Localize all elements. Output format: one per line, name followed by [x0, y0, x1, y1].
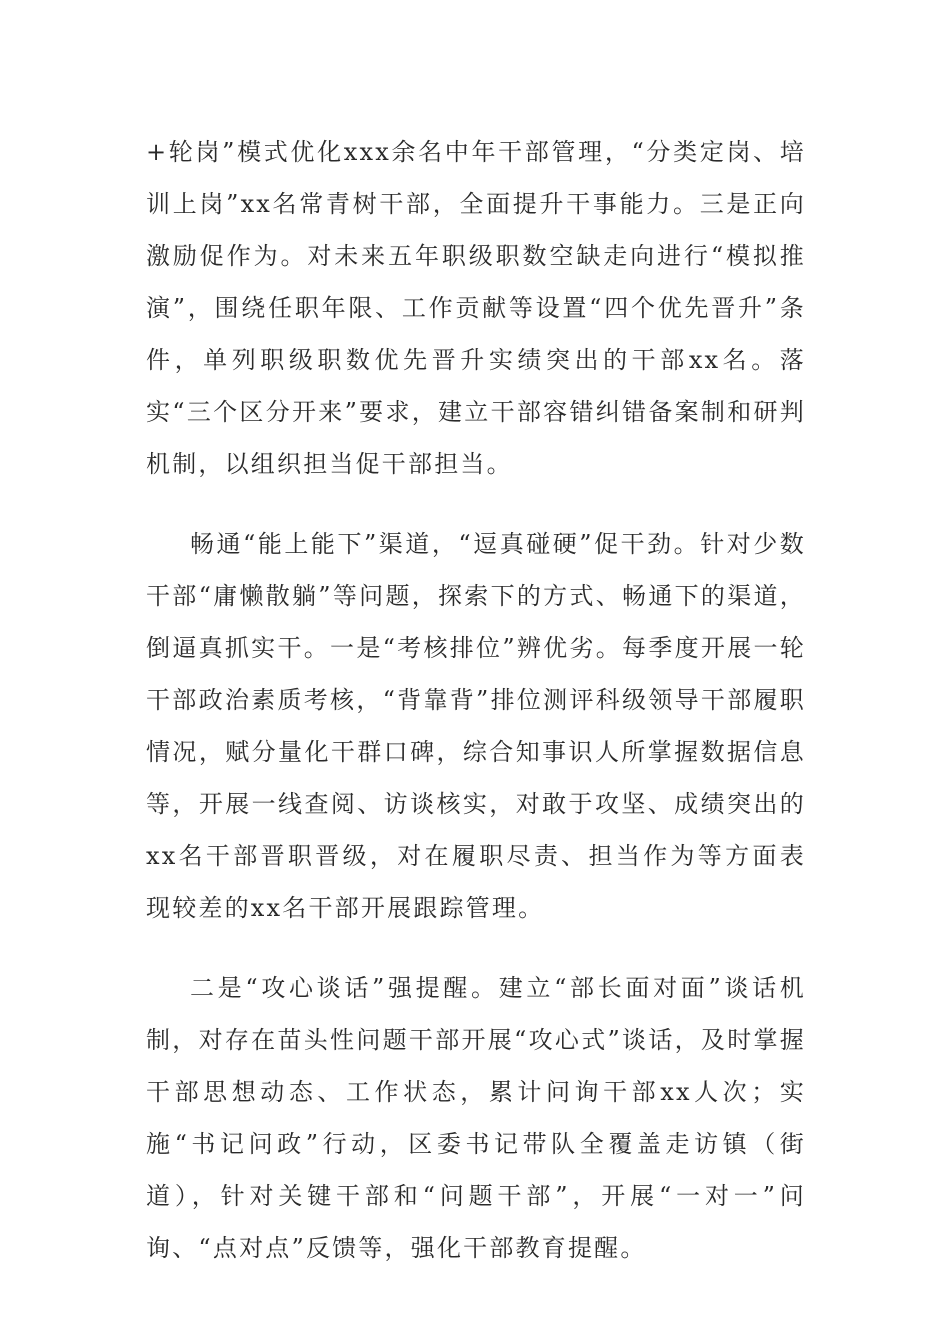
paragraph-3: 二是“攻心谈话”强提醒。建立“部长面对面”谈话机制，对存在苗头性问题干部开展“攻心式”谈话，及时掌握干部思想动态、工作状态，累计问询干部xx人次；实施“书记问政”行动，区委书记带队全覆盖走访镇（街道），针对关键干部和“问题干部”，开展“一对一”问询、“点对点”反馈等，强化干部教育提醒。 — [146, 974, 806, 1262]
document-body — [146, 126, 806, 1274]
paragraph-2: 畅通“能上能下”渠道，“逗真碰硬”促干劲。针对少数干部“庸懒散躺”等问题，探索下的方式、畅通下的渠道，倒逼真抓实干。一是“考核排位”辨优劣。每季度开展一轮干部政治素质考核，“背靠背”排位测评科级领导干部履职情况，赋分量化干群口碑，综合知事识人所掌握数据信息等，开展一线查阅、访谈核实，对敢于攻坚、成绩突出的xx名干部晋职晋级，对在履职尽责、担当作为等方面表现较差的xx名干部开展跟踪管理。 — [146, 530, 806, 922]
paragraph-1: +轮岗”模式优化xxx余名中年干部管理，“分类定岗、培训上岗”xx名常青树干部，全面提升干事能力。三是正向激励促作为。对未来五年职级职数空缺走向进行“模拟推演”，围绕任职年限、工作贡献等设置“四个优先晋升”条件，单列职级职数优先晋升实绩突出的干部xx名。落实“三个区分开来”要求，建立干部容错纠错备案制和研判机制，以组织担当促干部担当。 — [146, 138, 806, 478]
